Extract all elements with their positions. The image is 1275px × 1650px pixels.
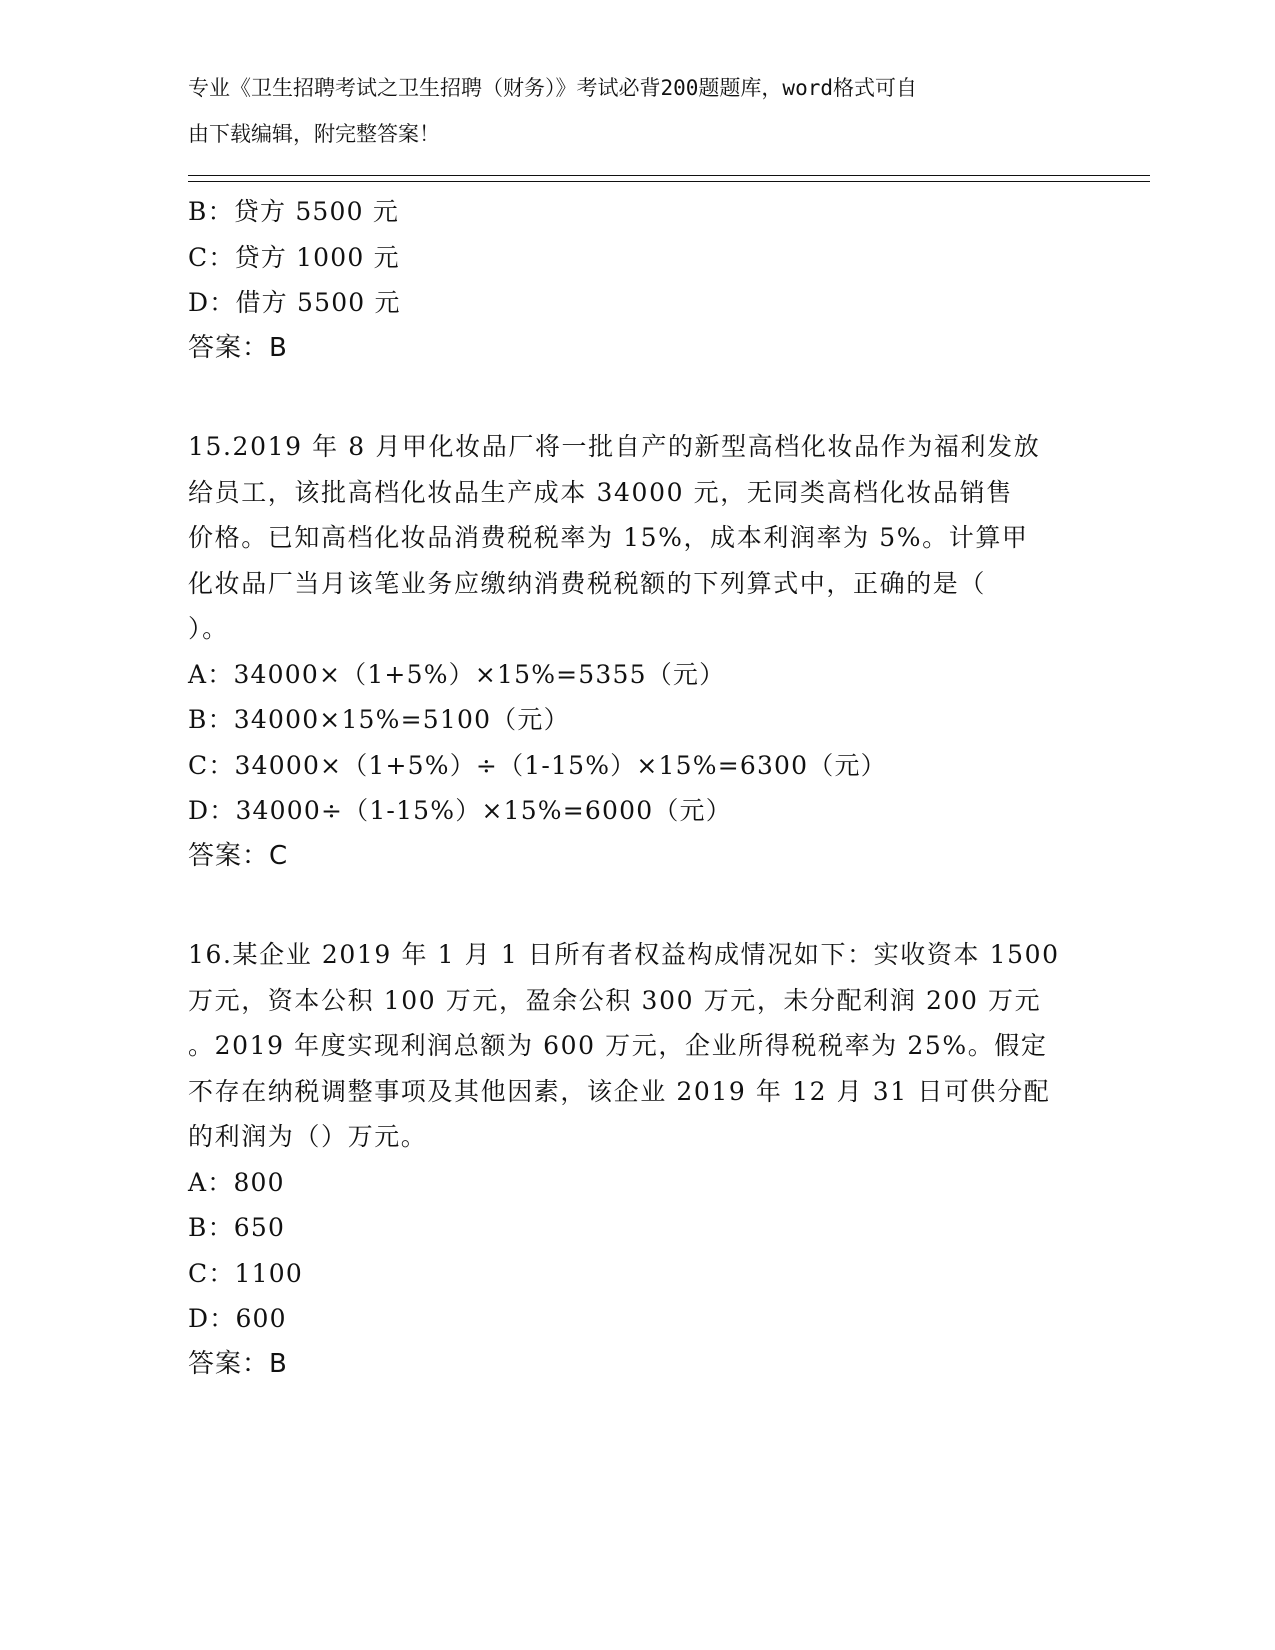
question-stem-line: 万元，资本公积 100 万元，盈余公积 300 万元，未分配利润 200 万元 [188, 985, 1042, 1015]
question-stem-line: 16.某企业 2019 年 1 月 1 日所有者权益构成情况如下：实收资本 1500 [188, 940, 1060, 969]
question-spacer [188, 371, 1088, 424]
option-b: B：贷方 5500 元 [188, 197, 400, 226]
option-d: D：34000÷（1-15%）×15%=6000（元） [188, 796, 732, 825]
header-line-1: 专业《卫生招聘考试之卫生招聘（财务）》考试必背200题题库，word格式可自 [188, 76, 917, 100]
answer-line: 答案：B [188, 332, 288, 363]
question-stem-line: 给员工，该批高档化妆品生产成本 34000 元，无同类高档化妆品销售 [188, 477, 1013, 507]
question-spacer [188, 879, 1088, 932]
option-d: D：借方 5500 元 [188, 288, 401, 317]
option-a: A：34000×（1+5%）×15%=5355（元） [188, 659, 726, 689]
question-16 [188, 932, 1088, 1387]
question-stem-line: 价格。已知高档化妆品消费税税率为 15%，成本利润率为 5%。计算甲 [188, 523, 1029, 552]
question-stem-line: 不存在纳税调整事项及其他因素，该企业 2019 年 12 月 31 日可供分配 [188, 1076, 1051, 1106]
answer-line: 答案：C [188, 840, 289, 871]
option-c: C：34000×（1+5%）÷（1-15%）×15%=6300（元） [188, 750, 887, 780]
option-b: B：34000×15%=5100（元） [188, 705, 570, 734]
option-c: C：1100 [188, 1258, 303, 1288]
question-stem-line: ）。 [188, 614, 229, 643]
option-b: B：650 [188, 1213, 286, 1242]
question-stem-line: 的利润为（）万元。 [188, 1122, 428, 1151]
option-c: C：贷方 1000 元 [188, 242, 400, 272]
question-stem-line: 15.2019 年 8 月甲化妆品厂将一批自产的新型高档化妆品作为福利发放 [188, 432, 1041, 461]
option-a: A：800 [188, 1167, 285, 1197]
question-14-continued [188, 189, 1088, 371]
header-divider-top [188, 175, 1150, 176]
question-stem-line: 化妆品厂当月该笔业务应缴纳消费税税额的下列算式中，正确的是（ [188, 568, 987, 598]
question-15 [188, 424, 1088, 879]
option-d: D：600 [188, 1304, 287, 1333]
question-stem-line: 。2019 年度实现利润总额为 600 万元，企业所得税税率为 25%。假定 [188, 1031, 1048, 1060]
header-line-2: 由下载编辑，附完整答案！ [188, 121, 440, 146]
answer-line: 答案：B [188, 1348, 288, 1379]
question-list [188, 189, 1088, 1387]
document-header [188, 70, 1088, 161]
header-divider-bottom [188, 181, 1150, 182]
